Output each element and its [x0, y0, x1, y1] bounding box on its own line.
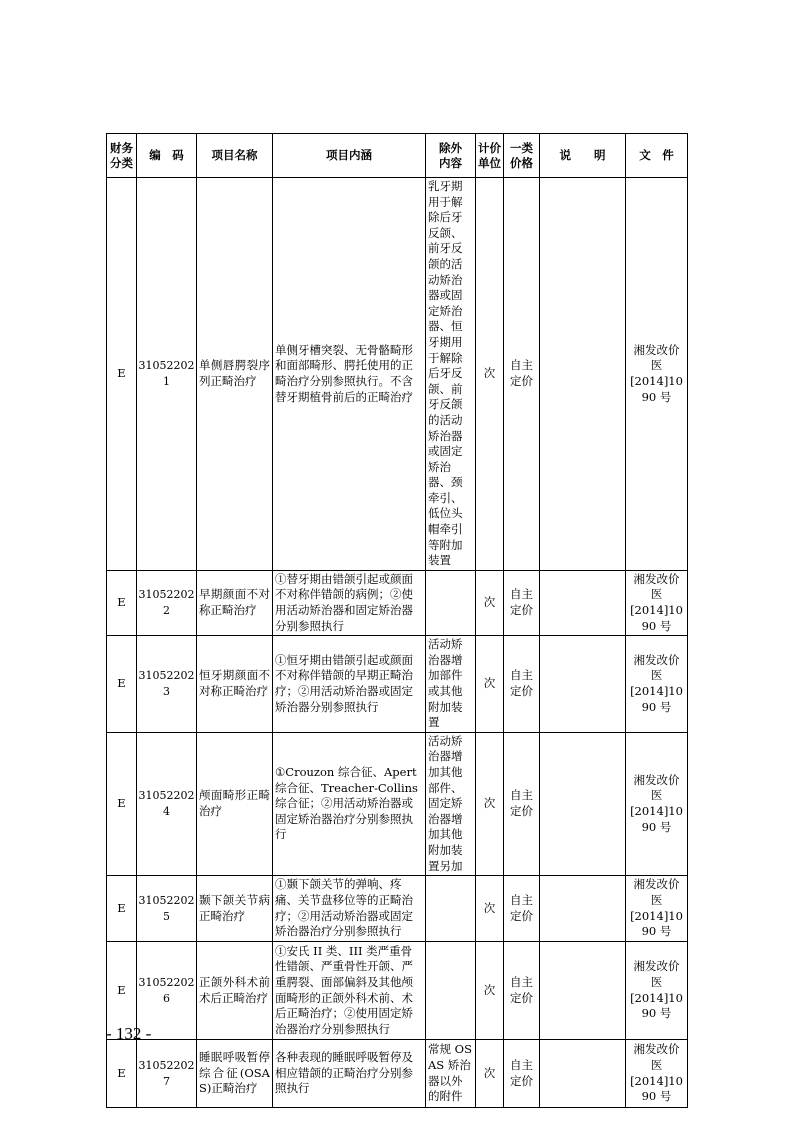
cell-document: 湘发改价医 [2014]10 90 号	[626, 636, 688, 733]
cell-category: E	[107, 570, 137, 635]
table-row	[107, 178, 688, 571]
table-row	[107, 876, 688, 942]
cell-exclusions: 活动矫治器增加其他部件、固定矫治器增加其他附加装置另加	[426, 732, 476, 875]
cell-document: 湘发改价医 [2014]10 90 号	[626, 178, 688, 571]
cell-name: 睡眠呼吸暂停综合征(OSAS)正畸治疗	[197, 1040, 273, 1108]
cell-content: ①Crouzon 综合征、Apert 综合征、Treacher-Collins 综合征；②用活动矫治器或固定矫治器治疗分别参照执行	[273, 732, 426, 875]
cell-name: 颅面畸形正畸治疗	[197, 732, 273, 875]
cell-code: 310522027	[137, 1040, 197, 1108]
cell-content: 各种表现的睡眠呼吸暂停及相应错颌的正畸治疗分别参照执行	[273, 1040, 426, 1108]
cell-name: 恒牙期颜面不对称正畸治疗	[197, 636, 273, 733]
header-category: 财务 分类	[107, 134, 137, 178]
cell-category: E	[107, 876, 137, 942]
cell-price-class: 自主定价	[504, 942, 540, 1040]
header-notes: 说 明	[540, 134, 626, 178]
cell-name: 早期颜面不对称正畸治疗	[197, 570, 273, 635]
header-exclusions: 除外 内容	[426, 134, 476, 178]
cell-notes	[540, 178, 626, 571]
cell-code: 310522022	[137, 570, 197, 635]
table-row	[107, 942, 688, 1040]
cell-document: 湘发改价医 [2014]10 90 号	[626, 876, 688, 942]
cell-content: ①安氏 II 类、III 类严重骨性错颌、严重骨性开颌、严重腭裂、面部偏斜及其他颅面畸形的正颌外科术前、术后正畸治疗；②使用固定矫治器治疗分别参照执行	[273, 942, 426, 1040]
cell-document: 湘发改价医 [2014]10 90 号	[626, 570, 688, 635]
cell-notes	[540, 732, 626, 875]
cell-name: 正颌外科术前术后正畸治疗	[197, 942, 273, 1040]
cell-exclusions: 活动矫治器增加部件或其他附加装置	[426, 636, 476, 733]
table-header-row	[107, 134, 688, 178]
cell-price-class: 自主定价	[504, 178, 540, 571]
cell-category: E	[107, 178, 137, 571]
cell-unit: 次	[476, 1040, 504, 1108]
cell-category: E	[107, 1040, 137, 1108]
header-name: 项目名称	[197, 134, 273, 178]
cell-notes	[540, 570, 626, 635]
cell-unit: 次	[476, 942, 504, 1040]
table-row	[107, 570, 688, 635]
cell-notes	[540, 942, 626, 1040]
cell-category: E	[107, 942, 137, 1040]
cell-unit: 次	[476, 570, 504, 635]
header-price-class: 一类 价格	[504, 134, 540, 178]
header-content: 项目内涵	[273, 134, 426, 178]
cell-notes	[540, 1040, 626, 1108]
fee-schedule-table	[106, 133, 688, 1108]
cell-exclusions	[426, 942, 476, 1040]
header-code: 编 码	[137, 134, 197, 178]
cell-code: 310522024	[137, 732, 197, 875]
cell-exclusions	[426, 876, 476, 942]
cell-content: ①恒牙期由错颌引起或颜面不对称伴错颌的早期正畸治疗；②用活动矫治器或固定矫治器分别参照执行	[273, 636, 426, 733]
cell-name: 单侧唇腭裂序列正畸治疗	[197, 178, 273, 571]
cell-code: 310522021	[137, 178, 197, 571]
cell-document: 湘发改价医 [2014]10 90 号	[626, 732, 688, 875]
cell-unit: 次	[476, 178, 504, 571]
page-number: - 132 -	[106, 1024, 152, 1043]
cell-price-class: 自主定价	[504, 876, 540, 942]
cell-category: E	[107, 636, 137, 733]
cell-price-class: 自主定价	[504, 636, 540, 733]
cell-notes	[540, 636, 626, 733]
cell-code: 310522025	[137, 876, 197, 942]
cell-code: 310522023	[137, 636, 197, 733]
cell-document: 湘发改价医 [2014]10 90 号	[626, 1040, 688, 1108]
cell-unit: 次	[476, 636, 504, 733]
cell-content: ①颞下颌关节的弹响、疼痛、关节盘移位等的正畸治疗；②用活动矫治器或固定矫治器治疗分别参照执行	[273, 876, 426, 942]
cell-price-class: 自主定价	[504, 1040, 540, 1108]
cell-content: 单侧牙槽突裂、无骨骼畸形和面部畸形、腭托使用的正畸治疗分别参照执行。不含替牙期植骨前后的正畸治疗	[273, 178, 426, 571]
cell-price-class: 自主定价	[504, 570, 540, 635]
header-document: 文 件	[626, 134, 688, 178]
cell-price-class: 自主定价	[504, 732, 540, 875]
table-row	[107, 732, 688, 875]
cell-category: E	[107, 732, 137, 875]
cell-exclusions: 乳牙期用于解除后牙反颌、前牙反颌的活动矫治器或固定矫治器、恒牙期用于解除后牙反颌、前牙反颌的活动矫治器或固定矫治器、颈牵引、低位头帽牵引等附加装置	[426, 178, 476, 571]
cell-notes	[540, 876, 626, 942]
cell-document: 湘发改价医 [2014]10 90 号	[626, 942, 688, 1040]
header-unit: 计价 单位	[476, 134, 504, 178]
table-row	[107, 1040, 688, 1108]
cell-content: ①替牙期由错颌引起或颜面不对称伴错颌的病例；②使用活动矫治器和固定矫治器分别参照执行	[273, 570, 426, 635]
table-row	[107, 636, 688, 733]
cell-exclusions: 常规 OSAS 矫治器以外的附件	[426, 1040, 476, 1108]
cell-unit: 次	[476, 732, 504, 875]
cell-exclusions	[426, 570, 476, 635]
cell-code: 310522026	[137, 942, 197, 1040]
cell-name: 颞下颌关节病正畸治疗	[197, 876, 273, 942]
cell-unit: 次	[476, 876, 504, 942]
